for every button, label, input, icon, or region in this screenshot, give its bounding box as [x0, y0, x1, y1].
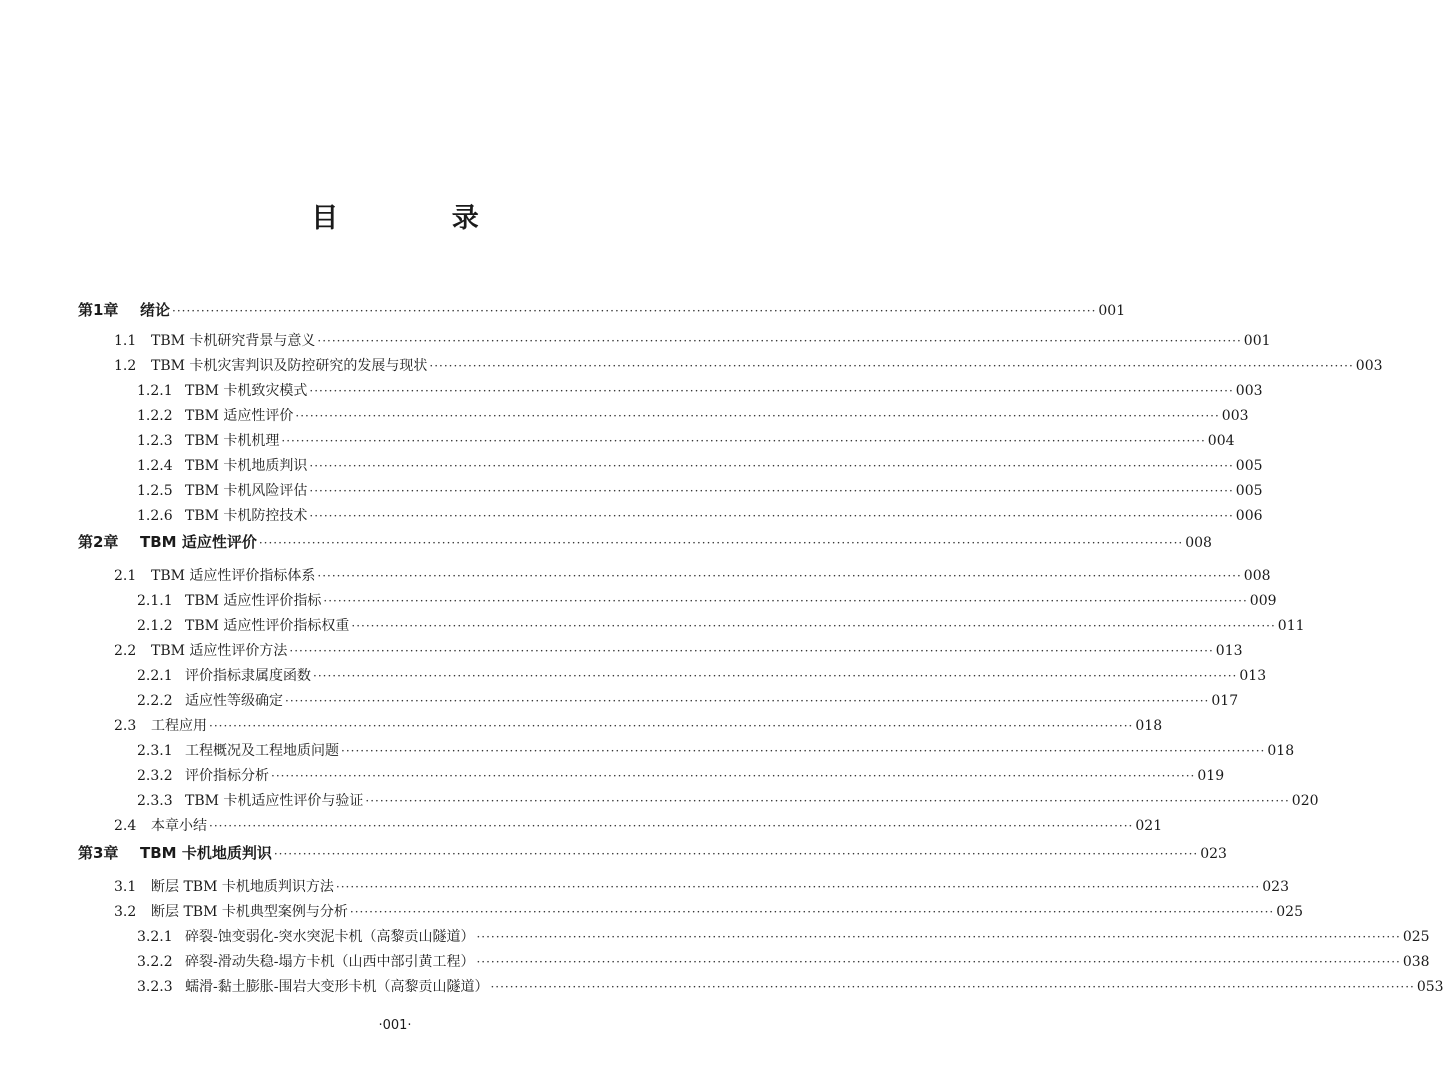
toc-entry-page: 025 — [1402, 929, 1430, 945]
toc-entry-page: 004 — [1207, 433, 1235, 449]
toc-entry-page: 019 — [1197, 768, 1225, 784]
toc-entry[interactable] — [114, 877, 1289, 897]
toc-entry-page: 006 — [1235, 508, 1263, 524]
toc-entry-number: 2.1.1 — [137, 593, 173, 609]
toc-entry-title: TBM 卡机研究背景与意义 — [151, 333, 316, 349]
toc-entry[interactable] — [137, 506, 1263, 526]
toc-entry-number: 第2章 — [78, 533, 119, 551]
toc-entry-number: 1.2.4 — [137, 458, 173, 474]
toc-entry-page: 009 — [1249, 593, 1277, 609]
toc-entry[interactable] — [137, 591, 1277, 611]
toc-entry[interactable] — [137, 666, 1267, 686]
toc-entry-number: 3.2 — [114, 904, 137, 920]
toc-entry-title: 断层 TBM 卡机地质判识方法 — [151, 879, 334, 895]
toc-entry-title: 断层 TBM 卡机典型案例与分析 — [151, 904, 348, 920]
toc-entry-title: TBM 适应性评价指标权重 — [185, 618, 350, 634]
dot-leader — [490, 977, 1414, 997]
toc-entry-number: 1.2.3 — [137, 433, 173, 449]
toc-entry-title: TBM 适应性评价指标体系 — [151, 568, 316, 584]
toc-entry-page: 008 — [1243, 568, 1271, 584]
toc-entry-number: 3.1 — [114, 879, 137, 895]
toc-entry-title: TBM 适应性评价 — [185, 408, 294, 424]
toc-entry-page: 001 — [1098, 303, 1126, 319]
dot-leader — [323, 591, 1247, 611]
toc-entry-title: TBM 卡机地质判识 — [140, 844, 272, 862]
dot-leader — [336, 877, 1260, 897]
toc-entry-number: 1.2.1 — [137, 383, 173, 399]
toc-entry[interactable] — [137, 791, 1319, 811]
toc-entry-number: 1.2 — [114, 358, 137, 374]
toc-entry-title: 绪论 — [140, 301, 171, 319]
toc-entry-title: 评价指标分析 — [185, 768, 269, 784]
toc-entry-title: TBM 卡机适应性评价与验证 — [185, 793, 364, 809]
toc-entry-number: 1.2.2 — [137, 408, 173, 424]
toc-entry[interactable] — [137, 927, 1430, 947]
toc-entry-number: 2.2 — [114, 643, 137, 659]
toc-entry-title: 碎裂-蚀变弱化-突水突泥卡机（高黎贡山隧道） — [185, 929, 475, 945]
toc-entry-title: 适应性等级确定 — [185, 693, 283, 709]
toc-entry-number: 1.1 — [114, 333, 137, 349]
toc-entry-number: 1.2.6 — [137, 508, 173, 524]
toc-entry[interactable] — [114, 641, 1243, 661]
toc-entry-title: TBM 适应性评价方法 — [151, 643, 288, 659]
dot-leader — [274, 844, 1198, 864]
toc-entry[interactable] — [114, 331, 1271, 351]
toc-entry[interactable] — [137, 616, 1305, 636]
toc-chapter[interactable] — [78, 532, 1212, 553]
toc-entry-page: 001 — [1243, 333, 1271, 349]
toc-entry-title: 工程应用 — [151, 718, 207, 734]
toc-entry-number: 第1章 — [78, 301, 119, 319]
toc-entry-number: 2.2.2 — [137, 693, 173, 709]
toc-entry-number: 3.2.3 — [137, 979, 173, 995]
toc-entry[interactable] — [114, 566, 1271, 586]
toc-entry-number: 2.1 — [114, 568, 137, 584]
toc-entry-number: 2.3.3 — [137, 793, 173, 809]
toc-entry[interactable] — [114, 902, 1303, 922]
dot-leader — [341, 741, 1265, 761]
toc-entry-page: 013 — [1239, 668, 1267, 684]
toc-entry[interactable] — [137, 456, 1263, 476]
dot-leader — [350, 902, 1274, 922]
toc-entry[interactable] — [137, 691, 1239, 711]
toc-entry-page: 020 — [1291, 793, 1319, 809]
dot-leader — [317, 331, 1241, 351]
toc-entry-number: 2.2.1 — [137, 668, 173, 684]
dot-leader — [295, 406, 1219, 426]
toc-entry-page: 017 — [1211, 693, 1239, 709]
toc-entry-page: 003 — [1235, 383, 1263, 399]
toc-entry[interactable] — [137, 766, 1225, 786]
toc-entry-title: 评价指标隶属度函数 — [185, 668, 311, 684]
dot-leader — [476, 927, 1400, 947]
dot-leader — [259, 533, 1183, 553]
dot-leader — [351, 616, 1275, 636]
toc-entry-title: TBM 卡机灾害判识及防控研究的发展与现状 — [151, 358, 428, 374]
toc-entry-title: TBM 卡机致灾模式 — [185, 383, 308, 399]
toc-entry-number: 2.1.2 — [137, 618, 173, 634]
toc-entry-page: 053 — [1416, 979, 1444, 995]
toc-entry-number: 2.3 — [114, 718, 137, 734]
toc-entry-page: 018 — [1267, 743, 1295, 759]
toc-entry-title: 碎裂-滑动失稳-塌方卡机（山西中部引黄工程） — [185, 954, 475, 970]
toc-chapter[interactable] — [78, 843, 1227, 864]
toc-entry-number: 2.3.2 — [137, 768, 173, 784]
dot-leader — [209, 816, 1133, 836]
page-number: ·001· — [378, 1018, 412, 1033]
toc-entry[interactable] — [114, 816, 1163, 836]
toc-entry-page: 038 — [1402, 954, 1430, 970]
dot-leader — [317, 566, 1241, 586]
dot-leader — [271, 766, 1195, 786]
toc-entry-page: 013 — [1215, 643, 1243, 659]
dot-leader — [476, 952, 1400, 972]
dot-leader — [309, 481, 1233, 501]
toc-entry-number: 第3章 — [78, 844, 119, 862]
toc-entry-page: 008 — [1185, 535, 1212, 551]
toc-chapter[interactable] — [78, 300, 1126, 321]
toc-entry-page: 003 — [1221, 408, 1249, 424]
toc-entry-page: 021 — [1135, 818, 1163, 834]
toc-entry-page: 018 — [1135, 718, 1163, 734]
dot-leader — [281, 431, 1205, 451]
toc-entry-title: 蠕滑-黏土膨胀-围岩大变形卡机（高黎贡山隧道） — [185, 979, 489, 995]
toc-entry[interactable] — [137, 977, 1444, 997]
toc-entry-number: 2.4 — [114, 818, 137, 834]
toc-entry-number: 2.3.1 — [137, 743, 173, 759]
dot-leader — [313, 666, 1237, 686]
dot-leader — [309, 506, 1233, 526]
dot-leader — [289, 641, 1213, 661]
toc-entry[interactable] — [137, 741, 1295, 761]
toc-entry[interactable] — [137, 381, 1263, 401]
dot-leader — [309, 381, 1233, 401]
toc-entry-title: 工程概况及工程地质问题 — [185, 743, 339, 759]
toc-entry-title: TBM 卡机防控技术 — [185, 508, 308, 524]
dot-leader — [209, 716, 1133, 736]
toc-entry-number: 3.2.2 — [137, 954, 173, 970]
toc-entry-page: 023 — [1200, 846, 1227, 862]
toc-entry[interactable] — [114, 716, 1163, 736]
toc-entry[interactable] — [114, 356, 1383, 376]
toc-entry-page: 023 — [1262, 879, 1289, 895]
dot-leader — [365, 791, 1289, 811]
page-title: 目 录 — [311, 203, 531, 234]
dot-leader — [429, 356, 1353, 376]
toc-entry-title: TBM 适应性评价指标 — [185, 593, 322, 609]
toc-entry-page: 003 — [1355, 358, 1383, 374]
dot-leader — [172, 301, 1096, 321]
toc-entry-title: TBM 卡机风险评估 — [185, 483, 308, 499]
toc-entry[interactable] — [137, 406, 1249, 426]
toc-entry-page: 005 — [1235, 483, 1263, 499]
dot-leader — [285, 691, 1209, 711]
toc-entry-number: 1.2.5 — [137, 483, 173, 499]
toc-entry[interactable] — [137, 481, 1263, 501]
toc-entry-title: TBM 适应性评价 — [140, 533, 257, 551]
toc-entry-page: 011 — [1277, 618, 1305, 634]
toc-entry-page: 025 — [1276, 904, 1303, 920]
toc-entry-title: 本章小结 — [151, 818, 207, 834]
toc-entry-title: TBM 卡机地质判识 — [185, 458, 308, 474]
toc-entry-number: 3.2.1 — [137, 929, 173, 945]
toc-entry-title: TBM 卡机机理 — [185, 433, 280, 449]
toc-entry[interactable] — [137, 952, 1430, 972]
toc-entry-page: 005 — [1235, 458, 1263, 474]
toc-entry[interactable] — [137, 431, 1235, 451]
dot-leader — [309, 456, 1233, 476]
